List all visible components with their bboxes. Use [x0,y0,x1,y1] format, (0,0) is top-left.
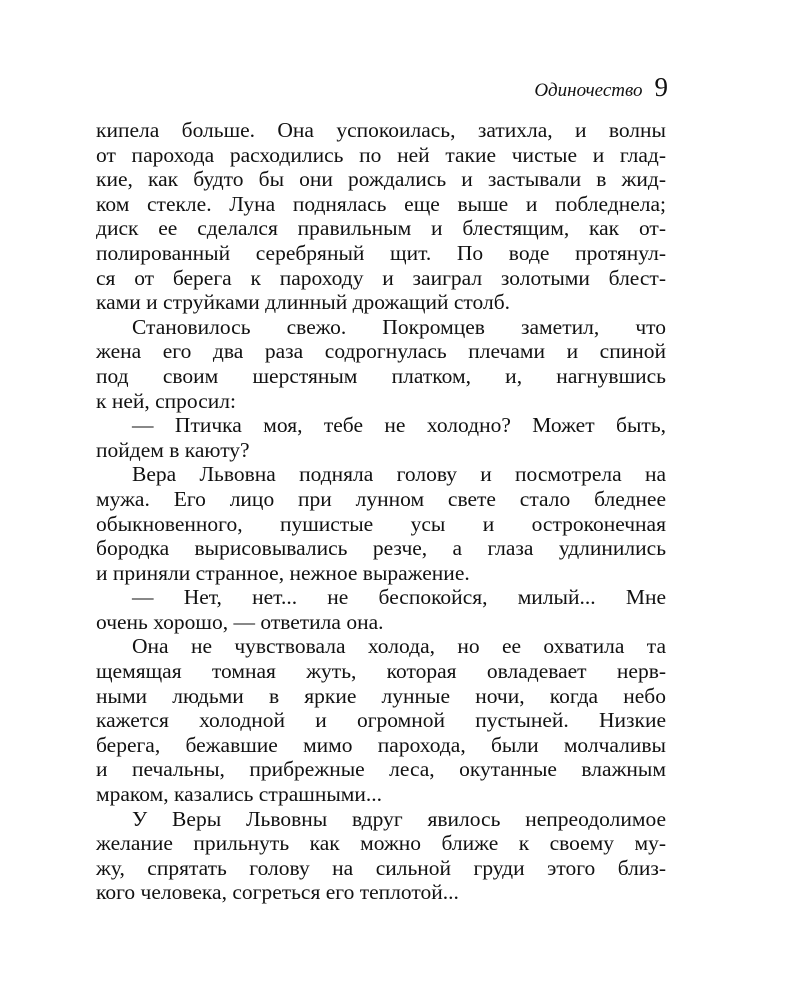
text-line: — Птичка моя, тебе не холодно? Может быть, [132,413,666,438]
text-line: У Веры Львовны вдруг явилось непреодолимое [132,806,666,831]
text-line: кипела больше. Она успокоилась, затихла, и волны [96,118,666,142]
text-line: щемящая томная жуть, которая овладевает нерв- [96,659,666,684]
text-line: мужа. Его лицо при лунном свете стало бледнее [96,486,666,511]
text-line: Становилось свежо. Покромцев заметил, что [132,314,666,339]
text-line: ся от берега к пароходу и заиграл золотыми блест- [96,265,666,290]
text-line: диск ее сделался правильным и блестящим, как от- [96,216,666,241]
text-line: от парохода расходились по ней такие чистые и глад- [96,142,666,167]
text-line: к ней, спросил: [96,388,236,413]
text-line: полированный серебряный щит. По воде протянул- [96,240,666,265]
text-line: Она не чувствовала холода, но ее охватила та [132,634,666,659]
running-title: Одиночество [534,80,643,101]
text-line: Вера Львовна подняла голову и посмотрела на [132,462,666,487]
text-line: жена его два раза содрогнулась плечами и спиной [96,339,666,364]
text-line: и печальны, прибрежные леса, окутанные влажным [96,757,666,782]
text-line: жу, спрятать голову на сильной груди этого близ- [96,855,666,880]
text-line: — Нет, нет... не беспокойся, милый... Мне [132,585,666,610]
text-line: кого человека, согреться его теплотой... [96,880,459,905]
text-line: желание прильнуть как можно ближе к своему му- [96,831,666,856]
text-line: ком стекле. Луна поднялась еще выше и побледнела; [96,191,666,216]
text-line: мраком, казались страшными... [96,782,383,807]
text-line: под своим шерстяным платком, и, нагнувшись [96,363,666,388]
text-line: пойдем в каюту? [96,437,250,462]
body-text [96,118,666,905]
text-line: бородка вырисовывались резче, а глаза удлинились [96,536,666,561]
page-header [534,72,668,103]
text-line: очень хорошо, — ответила она. [96,609,384,634]
text-line: берега, бежавшие мимо парохода, были молчаливы [96,732,666,757]
text-line: ками и струйками длинный дрожащий столб. [96,290,511,315]
text-line: кие, как будто бы они рождались и застывали в жид- [96,167,666,192]
text-line: кажется холодной и огромной пустыней. Низкие [96,708,666,733]
text-line: обыкновенного, пушистые усы и остроконечная [96,511,666,536]
page-number: 9 [654,72,668,102]
text-line: и приняли странное, нежное выражение. [96,560,470,585]
text-line: ными людьми в яркие лунные ночи, когда небо [96,683,666,708]
